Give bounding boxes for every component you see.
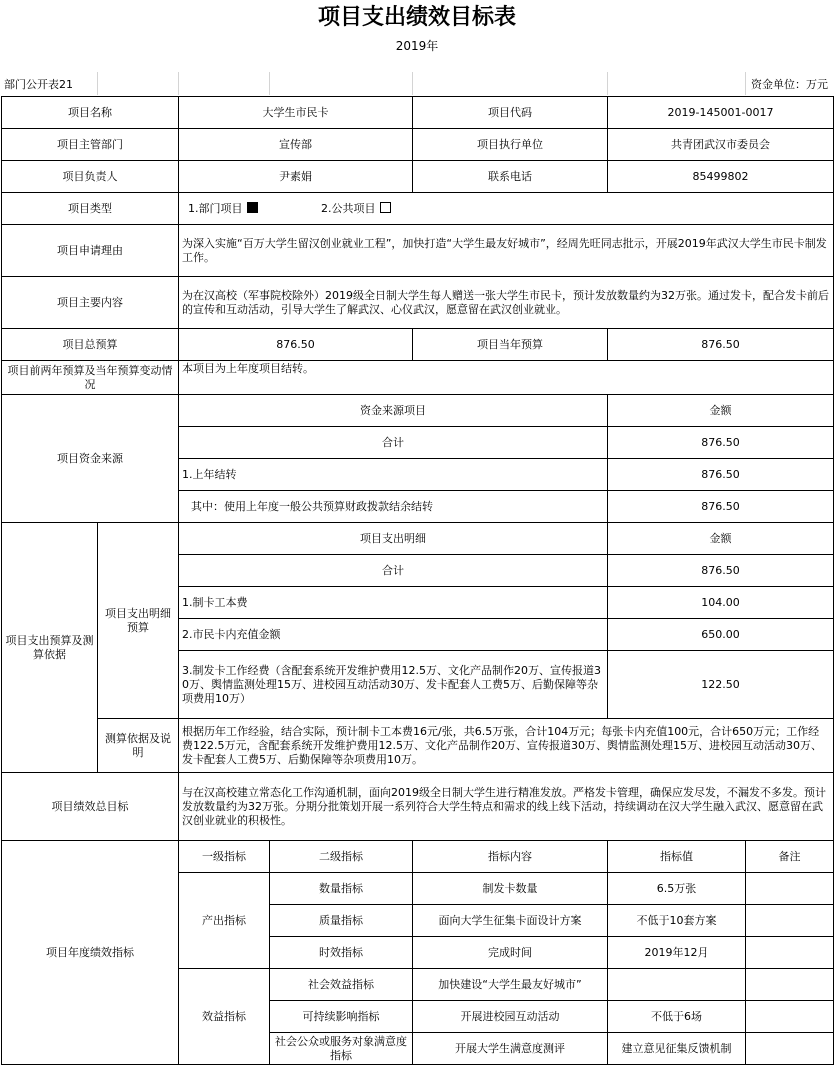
content-value: 为在汉高校（军事院校除外）2019级全日制大学生每人赠送一张大学生市民卡，预计发放数量约为32万张。通过发卡，配合发卡前后的宣传和互动活动，引导大学生了解武汉、心仪武汉，愿意留在武汉创业就业。 xyxy=(179,277,834,329)
basis-label: 测算依据及说明 xyxy=(98,719,179,773)
indicator-level2: 数量指标 xyxy=(270,873,413,905)
grid-line xyxy=(269,72,270,95)
funding-label: 项目资金来源 xyxy=(2,395,179,523)
col-value: 指标值 xyxy=(608,841,746,873)
type-option-dept: 1.部门项目 xyxy=(188,201,243,215)
expense-amount: 876.50 xyxy=(608,555,834,587)
indicator-note xyxy=(746,969,834,1001)
indicator-level2: 社会效益指标 xyxy=(270,969,413,1001)
type-option-public: 2.公共项目 xyxy=(321,201,376,215)
expense-item: 3.制发卡工作经费（含配套系统开发维护费用12.5万、文化产品制作20万、宣传报道30万、舆情监测处理15万、进校园互动活动30万、发卡配套人工费5万、后勤保障等杂项费用10万） xyxy=(179,651,608,719)
project-name-label: 项目名称 xyxy=(2,97,179,129)
indicator-content: 制发卡数量 xyxy=(413,873,608,905)
basis-value: 根据历年工作经验，结合实际，预计制卡工本费16元/张，共6.5万张，合计104万元；每张卡内充值100元，合计650万元；工作经费122.5万元，含配套系统开发维护费用12.5万、文化产品制作20万、宣传报道30万、舆情监测处理15万、进校园互动活动30万、发卡配套人工费5万、后勤保障等杂项费用10万。 xyxy=(179,719,834,773)
expense-col-amount: 金额 xyxy=(608,523,834,555)
expense-item: 2.市民卡内充值金额 xyxy=(179,619,608,651)
grid-line xyxy=(97,72,98,95)
total-budget-value: 876.50 xyxy=(179,329,413,361)
exec-unit-value: 共青团武汉市委员会 xyxy=(608,129,834,161)
benefit-indicator-label: 效益指标 xyxy=(179,969,270,1065)
col-level2: 二级指标 xyxy=(270,841,413,873)
total-budget-label: 项目总预算 xyxy=(2,329,179,361)
unchecked-box-icon[interactable] xyxy=(380,202,391,213)
grid-line xyxy=(412,72,413,95)
indicator-content: 完成时间 xyxy=(413,937,608,969)
funding-item: 其中：使用上年度一般公共预算财政拨款结余结转 xyxy=(179,491,608,523)
funding-col-item: 资金来源项目 xyxy=(179,395,608,427)
budget-change-value: 本项目为上年度项目结转。 xyxy=(179,361,834,395)
indicators-label: 项目年度绩效指标 xyxy=(2,841,179,1065)
goal-label: 项目绩效总目标 xyxy=(2,773,179,841)
indicator-content: 面向大学生征集卡面设计方案 xyxy=(413,905,608,937)
currency-unit: 资金单位：万元 xyxy=(751,78,828,91)
type-label: 项目类型 xyxy=(2,193,179,225)
indicator-value: 6.5万张 xyxy=(608,873,746,905)
goal-value: 与在汉高校建立常态化工作沟通机制，面向2019级全日制大学生进行精准发放。严格发卡管理，确保应发尽发，不漏发不多发。预计发放数量约为32万张。分期分批策划开展一系列符合大学生特点和需求的线上线下活动，持续调动在汉大学生融入武汉、愿意留在武汉创业就业的积极性。 xyxy=(179,773,834,841)
indicator-value: 不低于6场 xyxy=(608,1001,746,1033)
project-code-value: 2019-145001-0017 xyxy=(608,97,834,129)
indicator-value: 2019年12月 xyxy=(608,937,746,969)
col-note: 备注 xyxy=(746,841,834,873)
year-budget-label: 项目当年预算 xyxy=(413,329,608,361)
indicator-level2: 时效指标 xyxy=(270,937,413,969)
project-name-value: 大学生市民卡 xyxy=(179,97,413,129)
indicator-note xyxy=(746,1001,834,1033)
indicator-value: 不低于10套方案 xyxy=(608,905,746,937)
year-label: 2019年 xyxy=(395,39,439,53)
indicator-value: 建立意见征集反馈机制 xyxy=(608,1033,746,1065)
funding-amount: 876.50 xyxy=(608,491,834,523)
grid-line xyxy=(178,72,179,95)
expense-amount: 650.00 xyxy=(608,619,834,651)
expense-detail-label: 项目支出明细预算 xyxy=(98,523,179,719)
indicator-note xyxy=(746,937,834,969)
funding-amount: 876.50 xyxy=(608,459,834,491)
budget-change-label: 项目前两年预算及当年预算变动情况 xyxy=(2,361,179,395)
project-code-label: 项目代码 xyxy=(413,97,608,129)
dept-label: 项目主管部门 xyxy=(2,129,179,161)
col-content: 指标内容 xyxy=(413,841,608,873)
funding-amount: 876.50 xyxy=(608,427,834,459)
phone-value: 85499802 xyxy=(608,161,834,193)
funding-item: 合计 xyxy=(179,427,608,459)
expense-amount: 104.00 xyxy=(608,587,834,619)
indicator-note xyxy=(746,1033,834,1065)
grid-line xyxy=(745,72,746,95)
indicator-level2: 质量指标 xyxy=(270,905,413,937)
expense-item: 1.制卡工本费 xyxy=(179,587,608,619)
indicator-content: 加快建设“大学生最友好城市” xyxy=(413,969,608,1001)
col-level1: 一级指标 xyxy=(179,841,270,873)
content-label: 项目主要内容 xyxy=(2,277,179,329)
checked-box-icon[interactable] xyxy=(247,202,258,213)
funding-col-amount: 金额 xyxy=(608,395,834,427)
indicator-note xyxy=(746,905,834,937)
expense-amount: 122.50 xyxy=(608,651,834,719)
dept-value: 宣传部 xyxy=(179,129,413,161)
manager-label: 项目负责人 xyxy=(2,161,179,193)
expense-label: 项目支出预算及测算依据 xyxy=(2,523,98,773)
reason-value: 为深入实施“百万大学生留汉创业就业工程”，加快打造“大学生最友好城市”，经周先旺同志批示，开展2019年武汉大学生市民卡制发工作。 xyxy=(179,225,834,277)
performance-table xyxy=(1,96,834,1065)
manager-value: 尹素娟 xyxy=(179,161,413,193)
year-budget-value: 876.50 xyxy=(608,329,834,361)
indicator-level2: 社会公众或服务对象满意度指标 xyxy=(270,1033,413,1065)
expense-col-item: 项目支出明细 xyxy=(179,523,608,555)
funding-item: 1.上年结转 xyxy=(179,459,608,491)
phone-label: 联系电话 xyxy=(413,161,608,193)
reason-label: 项目申请理由 xyxy=(2,225,179,277)
indicator-content: 开展大学生满意度测评 xyxy=(413,1033,608,1065)
exec-unit-label: 项目执行单位 xyxy=(413,129,608,161)
indicator-level2: 可持续影响指标 xyxy=(270,1001,413,1033)
form-number: 部门公开表21 xyxy=(4,78,73,91)
grid-line xyxy=(607,72,608,95)
output-indicator-label: 产出指标 xyxy=(179,873,270,969)
type-options xyxy=(179,193,834,225)
page-title: 项目支出绩效目标表 xyxy=(317,5,516,30)
indicator-note xyxy=(746,873,834,905)
indicator-value xyxy=(608,969,746,1001)
expense-item: 合计 xyxy=(179,555,608,587)
indicator-content: 开展进校园互动活动 xyxy=(413,1001,608,1033)
